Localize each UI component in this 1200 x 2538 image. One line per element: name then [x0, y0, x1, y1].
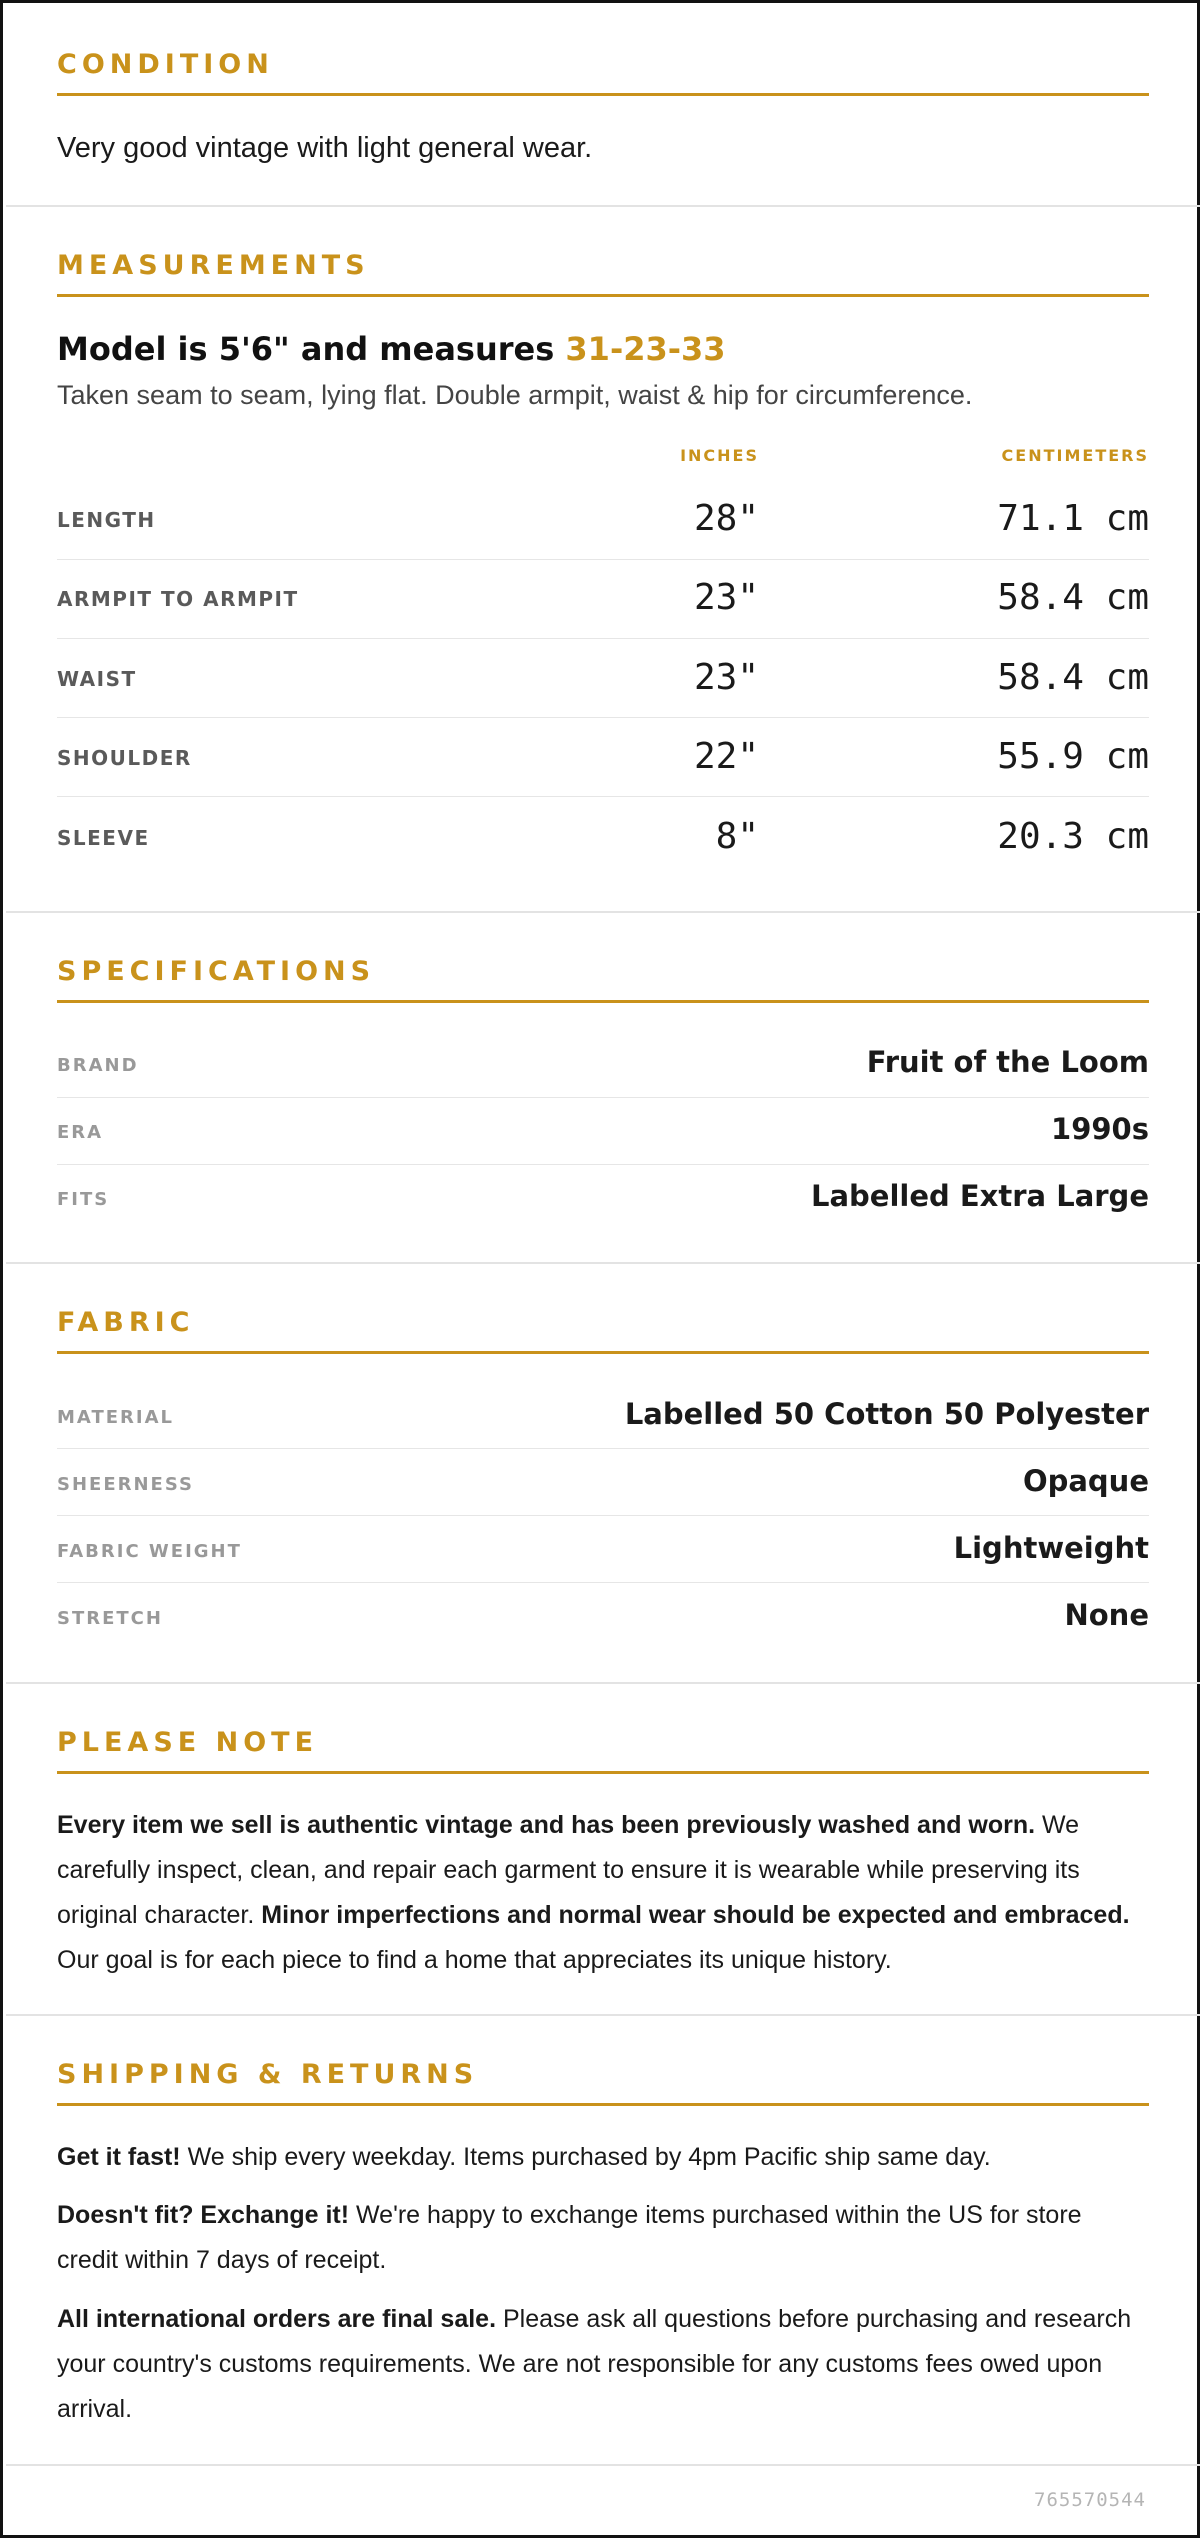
row-separator — [57, 559, 1149, 560]
fabric-value-sheerness: Opaque — [1022, 1464, 1149, 1498]
shipping-returns-heading: SHIPPING & RETURNS — [57, 2059, 1149, 2106]
condition-heading: CONDITION — [57, 49, 1149, 96]
international-paragraph — [57, 2297, 1149, 2432]
row-separator — [57, 1515, 1149, 1516]
row-separator — [57, 717, 1149, 718]
section-divider — [6, 205, 1200, 207]
exchange-emphasis: Doesn't fit? Exchange it! — [57, 2201, 350, 2229]
measurement-label: SHOULDER — [57, 746, 192, 770]
fabric-label-weight: FABRIC WEIGHT — [57, 1541, 242, 1562]
model-measures-value: 31-23-33 — [565, 330, 726, 368]
row-separator — [57, 1582, 1149, 1583]
measurement-inches: 28" — [693, 498, 759, 539]
fabric-label-material: MATERIAL — [57, 1407, 174, 1428]
spec-label-era: ERA — [57, 1122, 104, 1143]
note-text-inspect: We carefully inspect, clean, and repair each garment to ensure it is wearable while preserving its original character. — [57, 1811, 1080, 1929]
measurement-label: SLEEVE — [57, 826, 150, 850]
specifications-heading: SPECIFICATIONS — [57, 956, 1149, 1003]
shipping-fast-emphasis: Get it fast! — [57, 2143, 181, 2171]
spec-label-brand: BRAND — [57, 1055, 139, 1076]
condition-text: Very good vintage with light general wear. — [57, 132, 593, 164]
section-divider — [6, 2014, 1200, 2016]
measurement-label: LENGTH — [57, 508, 156, 532]
section-divider — [6, 911, 1200, 913]
condition-section — [57, 49, 1149, 169]
note-text-goal: Our goal is for each piece to find a home that appreciates its unique history. — [57, 1946, 892, 1974]
model-measures-line — [57, 330, 726, 368]
measurement-cm: 20.3 cm — [997, 816, 1149, 857]
fabric-value-material: Labelled 50 Cotton 50 Polyester — [624, 1397, 1149, 1431]
note-emphasis-authentic: Every item we sell is authentic vintage and has been previously washed and worn. — [57, 1811, 1036, 1839]
fabric-heading: FABRIC — [57, 1307, 1149, 1354]
shipping-returns-section — [57, 2059, 1149, 2459]
row-separator — [57, 796, 1149, 797]
row-separator — [57, 1448, 1149, 1449]
row-separator — [57, 1097, 1149, 1098]
exchange-text: We're happy to exchange items purchased within the US for store credit within 7 days of receipt. — [57, 2201, 1082, 2274]
specifications-section — [57, 956, 1149, 1256]
measurement-inches: 22" — [693, 736, 759, 777]
section-divider — [6, 1682, 1200, 1684]
item-id: 765570544 — [1034, 2489, 1146, 2511]
measurement-inches: 23" — [693, 577, 759, 618]
fabric-value-stretch: None — [1064, 1598, 1149, 1632]
row-separator — [57, 1164, 1149, 1165]
shipping-fast-paragraph — [57, 2135, 1149, 2180]
measurement-inches: 8" — [715, 816, 759, 857]
fabric-label-sheerness: SHEERNESS — [57, 1474, 194, 1495]
international-emphasis: All international orders are final sale. — [57, 2305, 497, 2333]
measurement-label: WAIST — [57, 667, 137, 691]
row-separator — [57, 638, 1149, 639]
measurement-cm: 58.4 cm — [997, 577, 1149, 618]
please-note-heading: PLEASE NOTE — [57, 1727, 1149, 1774]
note-emphasis-imperfections: Minor imperfections and normal wear should be expected and embraced. — [261, 1901, 1130, 1929]
measurements-section — [57, 250, 1149, 870]
spec-value-fits: Labelled Extra Large — [810, 1179, 1149, 1213]
spec-value-era: 1990s — [1051, 1112, 1149, 1146]
measurement-inches: 23" — [693, 657, 759, 698]
fabric-section — [57, 1307, 1149, 1637]
col-header-inches: INCHES — [680, 446, 759, 465]
please-note-section — [57, 1727, 1149, 1987]
exchange-paragraph — [57, 2193, 1149, 2283]
spec-value-brand: Fruit of the Loom — [866, 1045, 1149, 1079]
measurement-method: Taken seam to seam, lying flat. Double armpit, waist & hip for circumference. — [57, 380, 973, 410]
section-divider — [6, 2464, 1200, 2466]
shipping-fast-text: We ship every weekday. Items purchased by 4pm Pacific ship same day. — [180, 2143, 991, 2171]
measurement-cm: 71.1 cm — [997, 498, 1149, 539]
measurements-heading: MEASUREMENTS — [57, 250, 1149, 297]
please-note-text — [57, 1803, 1149, 1983]
international-text: Please ask all questions before purchasing and research your country's customs requirements. We are not responsible for any customs fees owed upon arrival. — [57, 2305, 1132, 2423]
section-divider — [6, 1262, 1200, 1264]
fabric-value-weight: Lightweight — [953, 1531, 1149, 1565]
spec-label-fits: FITS — [57, 1189, 110, 1210]
fabric-label-stretch: STRETCH — [57, 1608, 163, 1629]
measurement-cm: 58.4 cm — [997, 657, 1149, 698]
measurement-cm: 55.9 cm — [997, 736, 1149, 777]
model-measures-prefix: Model is 5'6" and measures — [57, 330, 566, 368]
col-header-centimeters: CENTIMETERS — [1001, 446, 1149, 465]
measurement-label: ARMPIT TO ARMPIT — [57, 587, 299, 611]
